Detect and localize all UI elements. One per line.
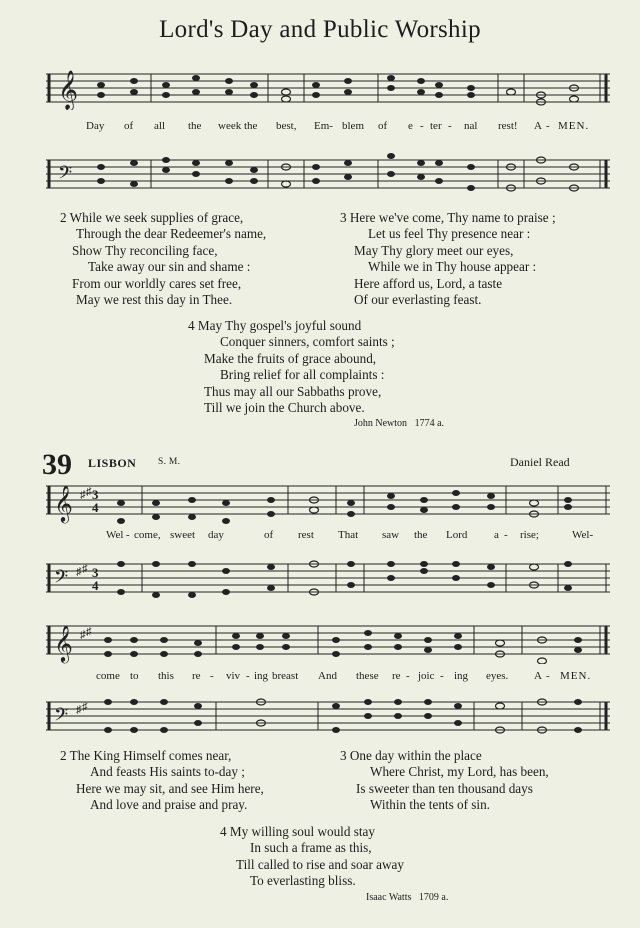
verse-line: And feasts His saints to-day ; (90, 764, 245, 780)
verse-line: 3 Here we've come, Thy name to praise ; (340, 210, 556, 225)
page-title: Lord's Day and Public Worship (159, 16, 481, 43)
svg-text:𝄞: 𝄞 (54, 485, 73, 521)
verse-line: In such a frame as this, (250, 840, 372, 856)
composer: Daniel Read (510, 455, 570, 469)
lyric: ing (254, 670, 269, 682)
hymn-39-verse-2 (60, 748, 264, 814)
verse-line: And love and praise and pray. (90, 797, 248, 813)
lyric: sweet (170, 529, 196, 541)
verse-line: Take away our sin and shame : (88, 259, 251, 275)
hymn-38-bass-staff (46, 146, 610, 200)
svg-text:𝄢: 𝄢 (58, 162, 73, 187)
author-name: John Newton (354, 418, 408, 429)
lyric: all (154, 120, 165, 132)
lyric: joic (418, 670, 435, 682)
lyric: - (126, 529, 130, 541)
lyric: the (188, 120, 202, 132)
verse-line: Make the fruits of grace abound, (204, 350, 377, 366)
lyric: re (192, 670, 201, 682)
hymn-38-verse-3 (340, 210, 556, 308)
hymn-38-treble-staff (46, 64, 610, 110)
verse-line: Bring relief for all complaints : (220, 367, 385, 383)
verse-line: Thus may all our Sabbaths prove, (204, 383, 382, 399)
svg-text:♯: ♯ (86, 626, 92, 638)
lyric: - (420, 120, 424, 132)
lyric: That (338, 529, 359, 541)
svg-text:♯: ♯ (76, 704, 82, 716)
lyric: MEN. (560, 670, 592, 682)
verse-line: Here we may sit, and see Him here, (76, 780, 264, 796)
verse-line: Where Christ, my Lord, has been, (370, 764, 549, 780)
svg-text:♯: ♯ (76, 566, 82, 578)
verse-line: Is sweeter than ten thousand days (356, 780, 533, 796)
lyric: of (264, 529, 274, 541)
meter: S. M. (158, 457, 181, 467)
verse-line: While we in Thy house appear : (368, 259, 537, 275)
verse-line: Conquer sinners, comfort saints ; (220, 334, 395, 350)
lyric: to (130, 670, 139, 682)
lyric: A (534, 670, 542, 682)
verse-line: 3 One day within the place (340, 748, 482, 763)
lyric: breast (272, 670, 299, 682)
verse-line: Let us feel Thy presence near : (368, 226, 531, 242)
hymn-38-lyrics (46, 120, 610, 136)
hymn-39-verse-3 (340, 748, 549, 814)
hymn-38-verse-4 (188, 318, 395, 416)
hymn-39-bass-staff-1 (46, 550, 610, 610)
author-year: 1709 a. (418, 892, 449, 903)
lyric: eyes. (486, 670, 509, 682)
lyric: ter (430, 120, 442, 132)
svg-text:4: 4 (92, 578, 99, 593)
hymn-39-bass-staff-2 (46, 690, 610, 742)
author-name: Isaac Watts (366, 892, 412, 903)
lyric: - (448, 120, 452, 132)
verse-line: Through the dear Redeemer's name, (76, 226, 267, 242)
lyric: MEN. (558, 120, 590, 132)
lyric: rise; (520, 529, 539, 541)
verse-line: Of our everlasting feast. (354, 292, 482, 308)
verse-line: Here afford us, Lord, a taste (354, 275, 503, 291)
lyric: - (246, 670, 250, 682)
verse-line: 2 The King Himself comes near, (60, 748, 232, 763)
lyric: - (546, 670, 550, 682)
lyric: viv (226, 670, 241, 682)
svg-text:𝄢: 𝄢 (54, 704, 69, 729)
lyric: - (440, 670, 444, 682)
lyric: And (318, 670, 337, 682)
lyric: rest (298, 529, 314, 541)
lyric: rest! (498, 120, 518, 132)
hymn-38-verse-2 (60, 210, 266, 308)
lyric: Wel- (572, 529, 594, 541)
verse-line: Within the tents of sin. (370, 797, 490, 813)
lyric: a (494, 529, 499, 541)
svg-text:𝄢: 𝄢 (54, 566, 69, 591)
verse-line: Till called to rise and soar away (236, 856, 404, 872)
verse-line: May Thy glory meet our eyes, (354, 242, 514, 258)
verse-line: Till we join the Church above. (204, 400, 365, 416)
lyric: day (208, 529, 224, 541)
svg-text:♯: ♯ (80, 629, 86, 641)
lyric: e (408, 120, 413, 132)
lyric: come (96, 670, 120, 682)
lyric: nal (464, 120, 478, 132)
lyric: Wel (106, 529, 124, 541)
hymn-39-treble-staff-1 (46, 478, 610, 524)
hymn-39-treble-staff-2 (46, 618, 610, 664)
lyric: - (406, 670, 410, 682)
lyric: - (504, 529, 508, 541)
lyric: best, (276, 120, 297, 132)
svg-text:4: 4 (92, 500, 99, 515)
lyric: these (356, 670, 379, 682)
lyric: Day (86, 120, 105, 132)
hymn-39-verse-4 (220, 824, 404, 890)
hymn-39-author (366, 892, 448, 903)
lyric: come, (134, 529, 161, 541)
svg-text:3: 3 (92, 487, 99, 502)
verse-line: Show Thy reconciling face, (72, 242, 218, 258)
lyric: week the (218, 120, 258, 132)
lyric: - (210, 670, 214, 682)
lyric: of (378, 120, 388, 132)
verse-line: To everlasting bliss. (250, 873, 356, 889)
lyric: re (392, 670, 401, 682)
verse-line: 2 While we seek supplies of grace, (60, 210, 244, 225)
author-year: 1774 a. (414, 418, 445, 429)
lyric: of (124, 120, 134, 132)
lyric: A (534, 120, 542, 132)
verse-line: May we rest this day in Thee. (76, 292, 233, 308)
svg-text:𝄞: 𝄞 (54, 625, 73, 661)
svg-text:♯: ♯ (80, 489, 86, 501)
lyric: Em- (314, 120, 333, 132)
hymn-39-lyrics-1 (46, 529, 610, 545)
lyric: Lord (446, 529, 468, 541)
verse-line: From our worldly cares set free, (72, 275, 242, 291)
verse-line: 4 My willing soul would stay (220, 824, 375, 839)
svg-text:♯: ♯ (82, 563, 88, 575)
lyric: saw (382, 529, 400, 541)
verse-line: 4 May Thy gospel's joyful sound (188, 318, 362, 333)
hymn-number: 39 (42, 448, 72, 481)
svg-text:♯: ♯ (82, 701, 88, 713)
svg-text:𝄞: 𝄞 (58, 72, 79, 109)
tune-name: LISBON (88, 456, 137, 470)
lyric: the (414, 529, 428, 541)
lyric: this (158, 670, 174, 682)
hymn-39-lyrics-2 (46, 670, 610, 686)
lyric: ing (454, 670, 469, 682)
svg-text:3: 3 (92, 565, 99, 580)
lyric: blem (342, 120, 364, 132)
lyric: - (546, 120, 550, 132)
svg-text:♯: ♯ (86, 486, 92, 498)
hymn-38-author (354, 418, 444, 429)
